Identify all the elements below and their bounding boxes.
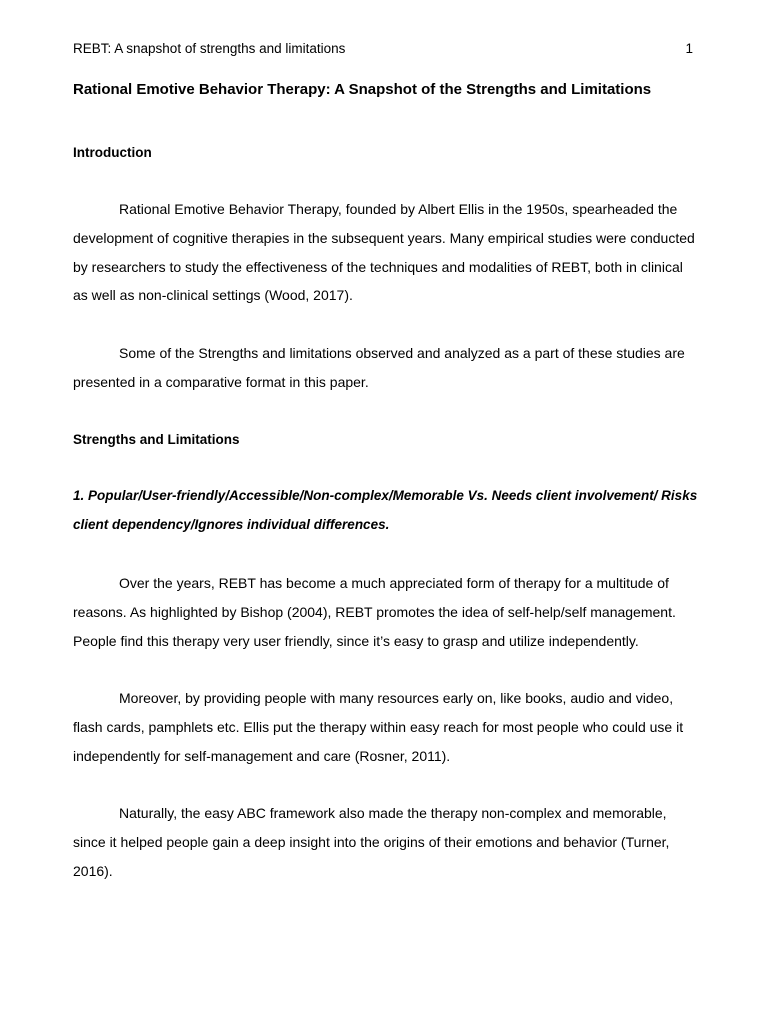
- paragraph-strengths-3: Naturally, the easy ABC framework also made the therapy non-complex and memorable, since it helped people gain a deep insight into the origins of their emotions and behavior (Turner, 2016).: [73, 805, 670, 879]
- paragraph-strengths-2: Moreover, by providing people with many resources early on, like books, audio and video, flash cards, pamphlets etc. Ellis put the therapy within easy reach for most people who could use it independently for self-management and care (Rosner, 2011).: [73, 690, 684, 764]
- subheading-item-1: 1. Popular/User-friendly/Accessible/Non-complex/Memorable Vs. Needs client involvement/ Risks client dependency/Ignores individual differences.: [73, 488, 698, 532]
- section-heading-strengths: Strengths and Limitations: [73, 432, 240, 447]
- running-head: REBT: A snapshot of strengths and limitations: [73, 41, 346, 56]
- page-number: 1: [685, 41, 693, 56]
- paragraph-intro-2: Some of the Strengths and limitations observed and analyzed as a part of these studies are presented in a comparative format in this paper.: [73, 345, 685, 390]
- paragraph-strengths-1: Over the years, REBT has become a much appreciated form of therapy for a multitude of reasons. As highlighted by Bishop (2004), REBT promotes the idea of self-help/self management. People find this therapy very user friendly, since it’s easy to grasp and utilize independently.: [73, 575, 676, 649]
- document-title: Rational Emotive Behavior Therapy: A Snapshot of the Strengths and Limitations: [73, 81, 652, 98]
- section-heading-introduction: Introduction: [73, 145, 152, 160]
- paragraph-intro-1: Rational Emotive Behavior Therapy, founded by Albert Ellis in the 1950s, spearheaded the development of cognitive therapies in the subsequent years. Many empirical studies were conducted by researchers to study the effectiveness of the techniques and modalities of REBT, both in clinical as well as non-clinical settings (Wood, 2017).: [73, 201, 695, 304]
